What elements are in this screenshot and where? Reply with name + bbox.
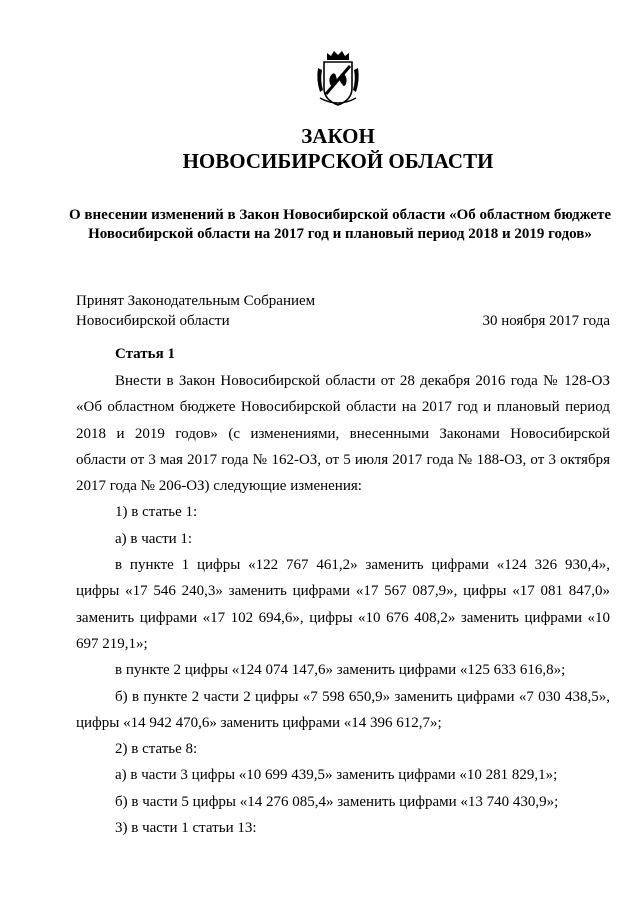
adoption-date: 30 ноября 2017 года <box>482 312 610 329</box>
article-heading: Статья 1 <box>115 346 175 362</box>
article-paragraph: 2) в статье 8: <box>115 741 198 758</box>
article-paragraph: б) в части 5 цифры «14 276 085,4» заменить цифрами «13 740 430,9»; <box>115 793 559 810</box>
article-paragraph: Внести в Закон Новосибирской области от 28 декабря 2016 года № 128-ОЗ «Об областном бюджете Новосибирской области на 2017 год и плановый период 2018 и 2019 годов» (с изменениями, внесенными Законами Новосибирской области от 3 мая 2017 года № 162-ОЗ, от 5 июля 2017 года № 188-ОЗ, от 3 октября 2017 года № 206-ОЗ) следующие изменения: <box>76 373 610 495</box>
law-title-line2: НОВОСИБИРСКОЙ ОБЛАСТИ <box>182 149 494 173</box>
article-paragraph: б) в пункте 2 части 2 цифры «7 598 650,9» заменить цифрами «7 030 438,5», цифры «14 942 470,6» заменить цифрами «14 396 612,7»; <box>76 688 610 731</box>
article-paragraph: 3) в части 1 статьи 13: <box>115 820 257 837</box>
law-subject: О внесении изменений в Закон Новосибирской области «Об областном бюджете Новосибирской области на 2017 год и плановый период 2018 и 2019 годов» <box>69 207 611 242</box>
adopted-by-line2: Новосибирской области <box>76 312 230 329</box>
article-paragraph: 1) в статье 1: <box>115 504 198 521</box>
adopted-row <box>76 312 610 332</box>
article-paragraph: а) в части 3 цифры «10 699 439,5» заменить цифрами «10 281 829,1»; <box>115 767 558 784</box>
adopted-by-line1: Принят Законодательным Собранием <box>76 293 316 309</box>
article-paragraph: в пункте 1 цифры «122 767 461,2» заменить цифрами «124 326 930,4», цифры «17 546 240,3» заменить цифрами «17 567 087,9», цифры «17 081 847,0» заменить цифрами «17 102 694,6», цифры «10 676 408,2» заменить цифрами «10 697 219,1»; <box>76 557 610 652</box>
law-title <box>0 124 640 174</box>
adoption-block <box>76 292 610 331</box>
article-paragraph: в пункте 2 цифры «124 074 147,6» заменить цифрами «125 633 616,8»; <box>115 662 566 679</box>
article-body <box>76 368 610 841</box>
coat-of-arms-icon <box>316 50 360 106</box>
law-title-line1: ЗАКОН <box>301 124 375 148</box>
article-paragraph: а) в части 1: <box>115 530 193 547</box>
